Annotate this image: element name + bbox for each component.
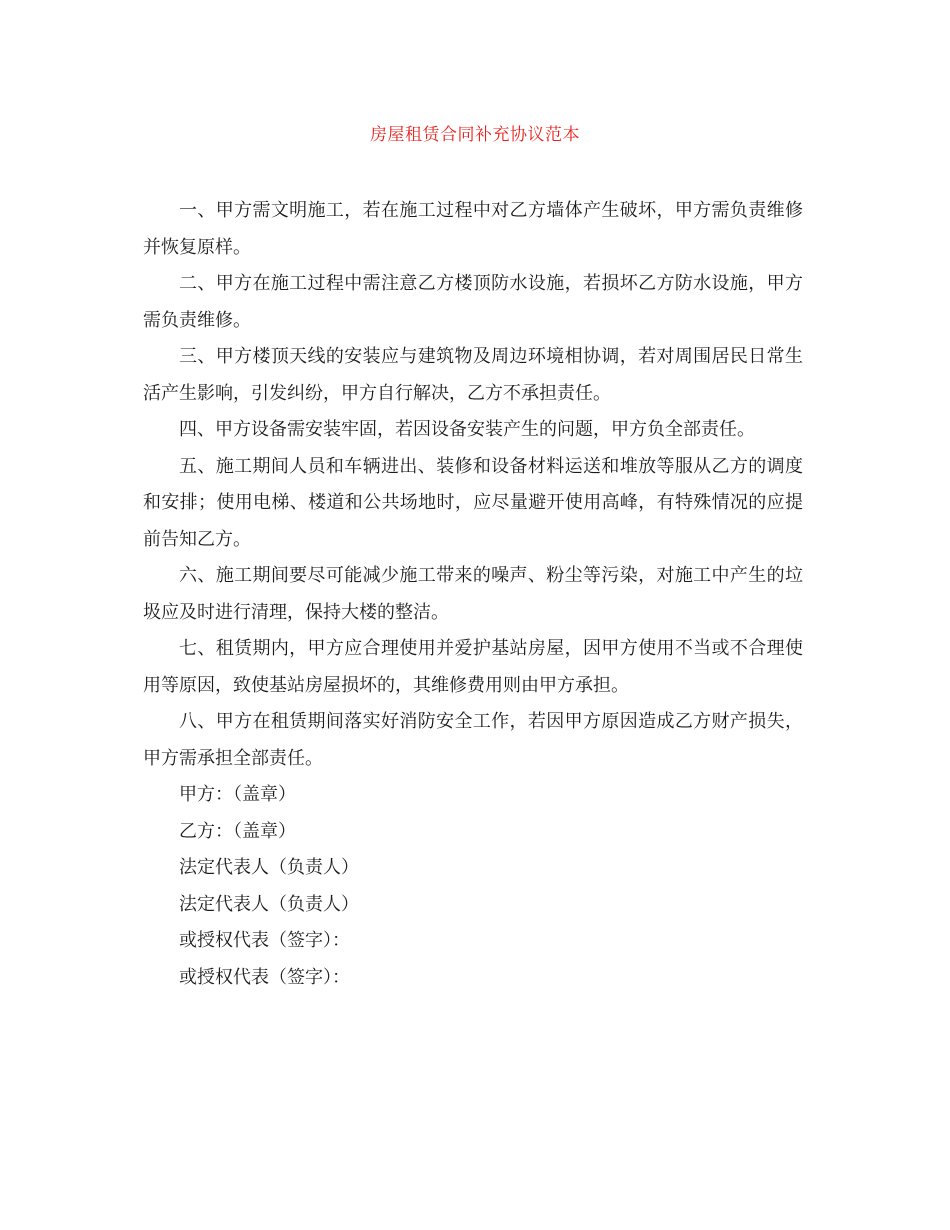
document-body <box>143 193 803 996</box>
document-title: 房屋租赁合同补充协议范本 <box>370 125 580 145</box>
clause-7: 七、租赁期内，甲方应合理使用并爱护基站房屋，因甲方使用不当或不合理使用等原因，致使基站房屋损坏的，其维修费用则由甲方承担。 <box>143 638 803 696</box>
party-a-seal-line: 甲方：（盖章） <box>179 784 296 805</box>
clause-6: 六、施工期间要尽可能减少施工带来的噪声、粉尘等污染，对施工中产生的垃圾应及时进行清理，保持大楼的整洁。 <box>143 565 803 623</box>
clause-5: 五、施工期间人员和车辆进出、装修和设备材料运送和堆放等服从乙方的调度和安排；使用电梯、楼道和公共场地时，应尽量避开使用高峰，有特殊情况的应提前告知乙方。 <box>143 455 803 550</box>
legal-representative-line-a: 法定代表人（负责人） <box>179 857 359 878</box>
clause-2: 二、甲方在施工过程中需注意乙方楼顶防水设施，若损坏乙方防水设施，甲方需负责维修。 <box>143 273 803 331</box>
clause-1: 一、甲方需文明施工，若在施工过程中对乙方墙体产生破坏，甲方需负责维修并恢复原样。 <box>143 200 803 258</box>
clause-8: 八、甲方在租赁期间落实好消防安全工作，若因甲方原因造成乙方财产损失，甲方需承担全部责任。 <box>143 711 803 769</box>
legal-representative-line-b: 法定代表人（负责人） <box>179 893 359 915</box>
authorized-representative-line-a: 或授权代表（签字）： <box>179 930 350 951</box>
authorized-representative-line-b: 或授权代表（签字）： <box>179 966 350 988</box>
party-b-seal-line: 乙方：（盖章） <box>179 820 296 842</box>
clause-4: 四、甲方设备需安装牢固，若因设备安装产生的问题，甲方负全部责任。 <box>179 419 755 440</box>
clause-3: 三、甲方楼顶天线的安装应与建筑物及周边环境相协调，若对周围居民日常生活产生影响，引发纠纷，甲方自行解决，乙方不承担责任。 <box>143 346 803 404</box>
